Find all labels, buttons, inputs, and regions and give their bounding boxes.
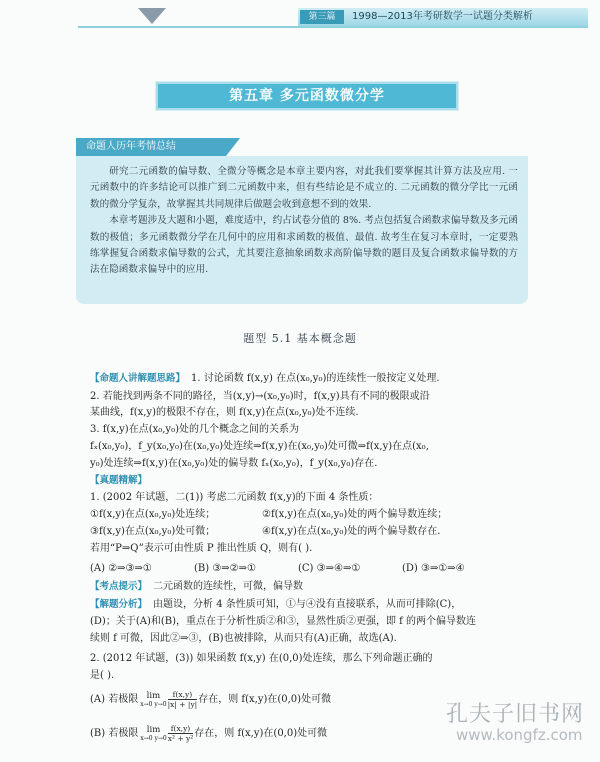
hint-text: 二元函数的连续性，可微，偏导数 <box>153 581 304 592</box>
idea-tag: 【命题人讲解题思路】 <box>90 373 186 384</box>
option-a: (A) ②⇒③⇒① <box>90 563 152 574</box>
choice-a-suffix: 存在，则 f(x,y)在(0,0)处可微 <box>198 694 332 705</box>
fraction-b: $\frac{f(x,y)}{\text{x² + y²}}$ <box>167 724 194 743</box>
hint-tag: 【考点提示】 <box>90 581 148 592</box>
idea-text-1: 1. 讨论函数 f(x,y) 在点(x₀,y₀)的连续性一般按定义处理. <box>191 373 440 384</box>
analysis-line-1 <box>90 598 461 612</box>
idea-line-5: fₓ(x₀,y₀)，f_y(x₀,y₀)在(x₀,y₀)处连续⇒f(x,y)在(x₀,y₀)处可微⇒f(x,y)在点(x₀, <box>90 441 429 452</box>
property-3: ③f(x,y)在点(x₀,y₀)处可微； <box>90 526 216 537</box>
analysis-line-2: (D)；关于(A)和(B)，重点在于分析性质②和③，显然性质②更强，即 f 的两个偏导数连 <box>90 616 477 627</box>
limit-symbol: lim x→0 y→0 <box>140 690 167 708</box>
header-part-label: 第三篇 <box>300 10 344 24</box>
idea-line-6: y₀)处连续⇒f(x,y)在(x₀,y₀)处的偏导数 fₓ(x₀,y₀)，f_y(x₀,y₀)存在. <box>90 458 378 469</box>
choice-b-suffix: 存在，则 f(x,y)在(0,0)处可微 <box>194 728 328 739</box>
property-4: ④f(x,y)在点(x₀,y₀)处的两个偏导数存在. <box>262 526 441 537</box>
q2-stem-b: 是( ). <box>90 670 115 681</box>
real-tag: 【真题精解】 <box>90 475 148 486</box>
choice-a <box>90 690 331 709</box>
watermark-logo: 孔夫子旧书网 <box>446 702 585 727</box>
summary-title: 命题人历年考情总结 <box>76 138 226 156</box>
choice-b <box>90 724 327 743</box>
q1-props-row2 <box>90 525 440 539</box>
header-rule <box>78 26 588 28</box>
q1-stem: 1. (2002 年试题，二(1)) 考虑二元函数 f(x,y)的下面 4 条性质： <box>90 492 379 503</box>
property-2: ②f(x,y)在点(x₀,y₀)处的两个偏导数连续； <box>262 509 448 520</box>
property-1: ①f(x,y)在点(x₀,y₀)处连续； <box>90 509 216 520</box>
analysis-text-1: 由题设，分析 4 条性质可知，①与④没有直接联系，从而可排除(C)， <box>153 599 462 610</box>
idea-line-2: 2. 若能找到两条不同的路径，当(x,y)→(x₀,y₀)时，f(x,y)具有不同的极限或沿 <box>90 391 430 402</box>
limit-symbol: lim x→0 y→0 <box>140 724 167 742</box>
option-c: (C) ③⇒④⇒① <box>298 563 361 574</box>
idea-line-4: 3. f(x,y)在点(x₀,y₀)处的几个概念之间的关系为 <box>90 424 299 435</box>
header-title: 1998—2013年考研数学一试题分类解析 <box>352 11 533 22</box>
fraction-a: $\frac{f(x,y)}{|x| + |y|}$ <box>167 690 198 709</box>
idea-line-3: 某曲线，f(x,y)的极限不存在，则 f(x,y)在点(x₀,y₀)处不连续. <box>90 407 359 418</box>
summary-paragraph-2: 本章考题涉及大题和小题，难度适中，约占试卷分值的 8%. 考点包括复合函数求偏导数及多元函数的极值；多元函数微分学在几何中的应用和求函数的极值、最值. 故考生在复习本章时，一定要熟练掌握复合函数求偏导数的公式，尤其要注意抽象函数求高阶偏导数的题目及复合函数求偏导数的方法在隐函数求偏导中的应用. <box>90 215 518 276</box>
analysis-line-3: 续则 f 可微，因此②⇒③，(B)也被排除，从而只有(A)正确，故选(A). <box>90 633 397 644</box>
chapter-title: 第五章 多元函数微分学 <box>156 82 458 110</box>
section-title: 题型 5.1 基本概念题 <box>243 332 357 345</box>
watermark-url: www.kongfz.com <box>456 726 583 744</box>
idea-line-1 <box>90 372 440 386</box>
real-question-tag <box>90 474 153 488</box>
choice-a-prefix: (A) 若极限 <box>90 694 139 705</box>
option-b: (B) ③⇒②⇒① <box>194 563 256 574</box>
summary-paragraph-1: 研究二元函数的偏导数、全微分等概念是本章主要内容，对此我们要掌握其计算方法及应用. 一元函数中的许多结论可以推广到二元函数中来，但有些结论是不成立的. 二元函数的微分学比一元函数的微分学复杂，故掌握其共同规律后做题会收到意想不到的效果. <box>90 166 518 210</box>
analysis-tag: 【解题分析】 <box>90 599 148 610</box>
q1-stem-b: 若用“P⇒Q”表示可由性质 P 推出性质 Q，则有( ). <box>90 543 313 554</box>
q1-options <box>90 562 465 576</box>
summary-text <box>90 164 518 279</box>
q2-stem: 2. (2012 年试题，(3)) 如果函数 f(x,y) 在(0,0)处连续，那么下列命题正确的 <box>90 653 433 664</box>
choice-b-prefix: (B) 若极限 <box>90 728 139 739</box>
summary-tab-tail <box>226 138 240 156</box>
option-d: (D) ③⇒①⇒④ <box>402 563 465 574</box>
q1-props-row1 <box>90 508 447 522</box>
hint-line <box>90 580 303 594</box>
header-notch-icon <box>138 8 166 24</box>
